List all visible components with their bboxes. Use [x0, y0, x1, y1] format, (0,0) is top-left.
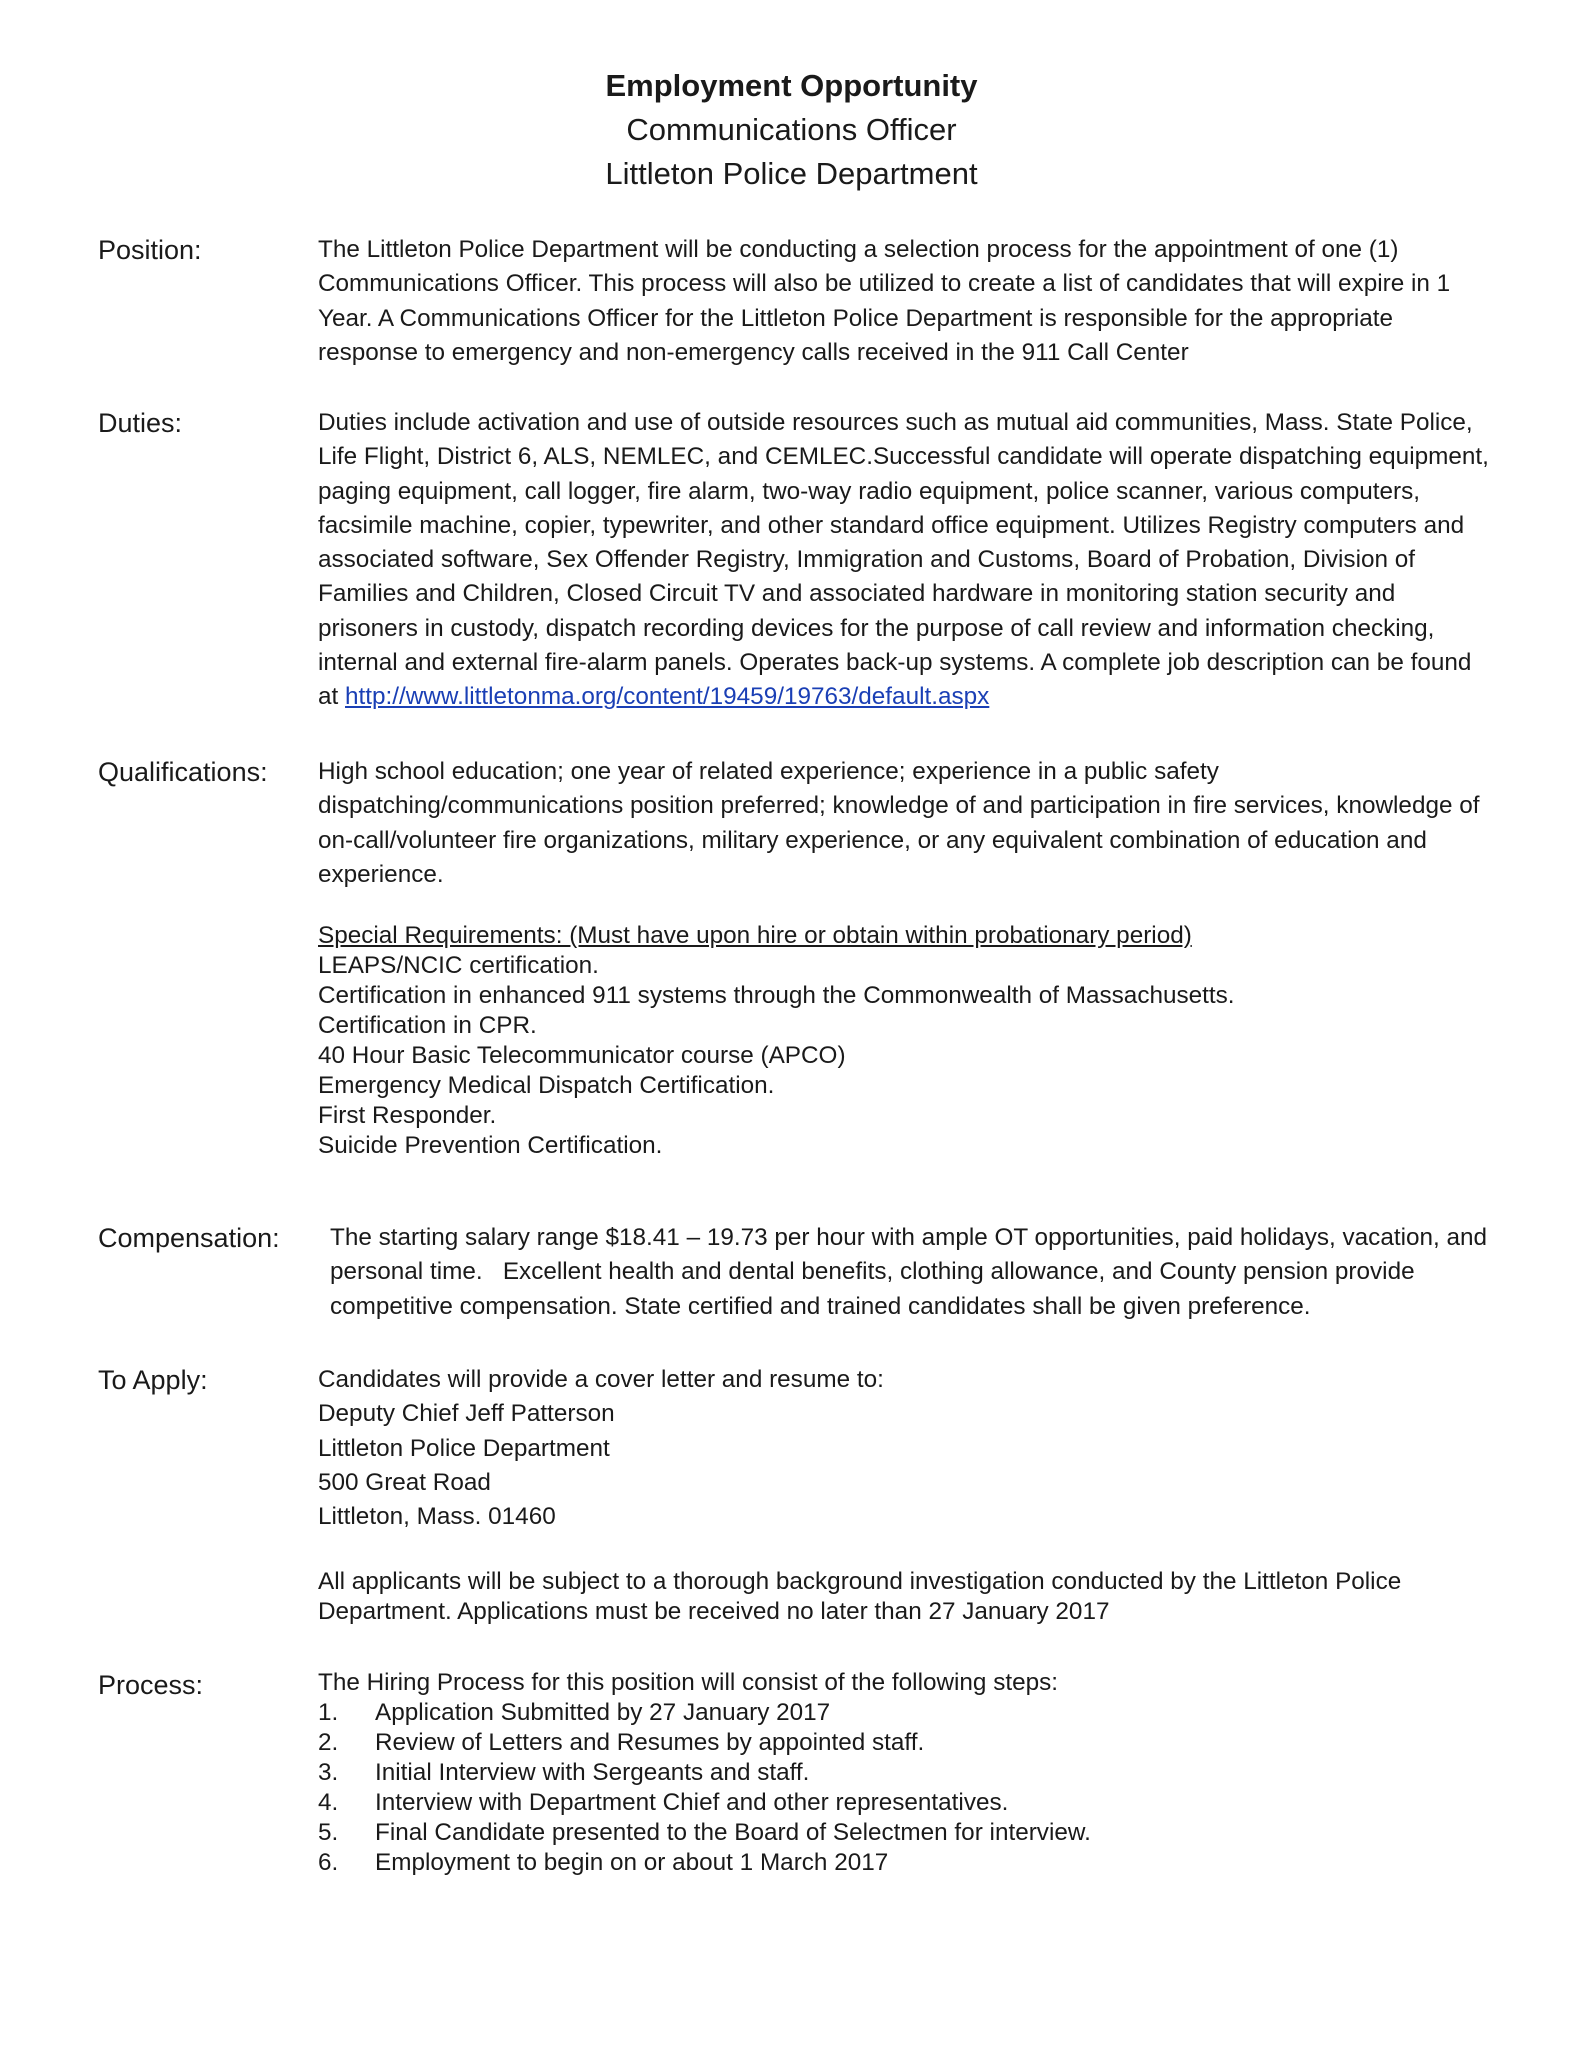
- process-step: 1. Application Submitted by 27 January 2017: [318, 1699, 831, 1726]
- process-step: 6. Employment to begin on or about 1 March 2017: [318, 1849, 889, 1876]
- address-line: 500 Great Road: [318, 1468, 491, 1496]
- process-step: 3. Initial Interview with Sergeants and staff.: [318, 1759, 810, 1786]
- qualifications-label: Qualifications:: [98, 757, 268, 787]
- process-steps: [318, 1698, 1490, 1878]
- process-step: 2. Review of Letters and Resumes by appointed staff.: [318, 1729, 925, 1756]
- apply-instructions: [318, 1363, 1490, 1534]
- requirement-item: Certification in enhanced 911 systems through the Commonwealth of Massachusetts.: [318, 982, 1235, 1009]
- requirement-item: First Responder.: [318, 1102, 497, 1129]
- document-header: [0, 64, 1583, 196]
- process-step: 5. Final Candidate presented to the Board of Selectmen for interview.: [318, 1819, 1091, 1846]
- apply-label: To Apply:: [98, 1365, 208, 1395]
- compensation-label: Compensation:: [98, 1223, 280, 1253]
- special-requirements-heading: Special Requirements: (Must have upon hire or obtain within probationary period): [318, 922, 1192, 949]
- requirement-item: Certification in CPR.: [318, 1012, 537, 1039]
- duties-text: Duties include activation and use of outside resources such as mutual aid communities, Mass. State Police, Life Flight, District 6, ALS, NEMLEC, and CEMLEC.Successful candidate will operate dispatching equipment, paging equipment, call logger, fire alarm, two-way radio equipment, police scanner, various computers, facsimile machine, copier, typewriter, and other standard office equipment. Utilizes Registry computers and associated software, Sex Offender Registry, Immigration and Customs, Board of Probation, Division of Families and Children, Closed Circuit TV and associated hardware in monitoring station security and prisoners in custody, dispatch recording devices for the purpose of call review and information checking, internal and external fire-alarm panels. Operates back-up systems. A complete job description can be found at http://www.littletonma.org/content/19459/19763/default.aspx: [318, 409, 1489, 711]
- position-label: Position:: [98, 235, 202, 265]
- qualifications-text: High school education; one year of related experience; experience in a public safety dispatching/communications position preferred; knowledge of and participation in fire services, knowledge of on-call/volunteer fire organizations, military experience, or any equivalent combination of education and experience.: [318, 758, 1480, 888]
- duties-label: Duties:: [98, 408, 183, 438]
- position-text: The Littleton Police Department will be conducting a selection process for the appointment of one (1) Communications Officer. This process will also be utilized to create a list of candidates that will expire in 1 Year. A Communications Officer for the Littleton Police Department is responsible for the appropriate response to emergency and non-emergency calls received in the 911 Call Center: [318, 236, 1451, 366]
- address-line: Deputy Chief Jeff Patterson: [318, 1400, 615, 1428]
- special-requirements: [318, 921, 1490, 1161]
- compensation-text: The starting salary range $18.41 – 19.73 per hour with ample OT opportunities, paid holidays, vacation, and personal time. Excellent health and dental benefits, clothing allowance, and County pension provide competitive compensation. State certified and trained candidates shall be given preference.: [330, 1224, 1494, 1320]
- process-intro: The Hiring Process for this position will consist of the following steps:: [318, 1669, 1059, 1696]
- requirement-item: Emergency Medical Dispatch Certification.: [318, 1072, 775, 1099]
- requirement-item: 40 Hour Basic Telecommunicator course (APCO): [318, 1042, 846, 1069]
- process-body: [318, 1668, 1490, 1878]
- document-title: Employment Opportunity: [605, 68, 978, 103]
- address-line: Littleton Police Department: [318, 1434, 610, 1462]
- process-label: Process:: [98, 1670, 204, 1700]
- department-name: Littleton Police Department: [605, 156, 978, 191]
- job-title: Communications Officer: [626, 112, 957, 147]
- requirement-item: LEAPS/NCIC certification.: [318, 952, 599, 979]
- job-description-link[interactable]: http://www.littletonma.org/content/19459/19763/default.aspx: [345, 683, 990, 711]
- apply-intro: Candidates will provide a cover letter and resume to:: [318, 1366, 884, 1393]
- process-step: 4. Interview with Department Chief and other representatives.: [318, 1789, 1009, 1816]
- requirement-item: Suicide Prevention Certification.: [318, 1132, 663, 1159]
- apply-note: All applicants will be subject to a thorough background investigation conducted by the Littleton Police Department. Applications must be received no later than 27 January 2017: [318, 1568, 1402, 1625]
- address-line: Littleton, Mass. 01460: [318, 1503, 556, 1531]
